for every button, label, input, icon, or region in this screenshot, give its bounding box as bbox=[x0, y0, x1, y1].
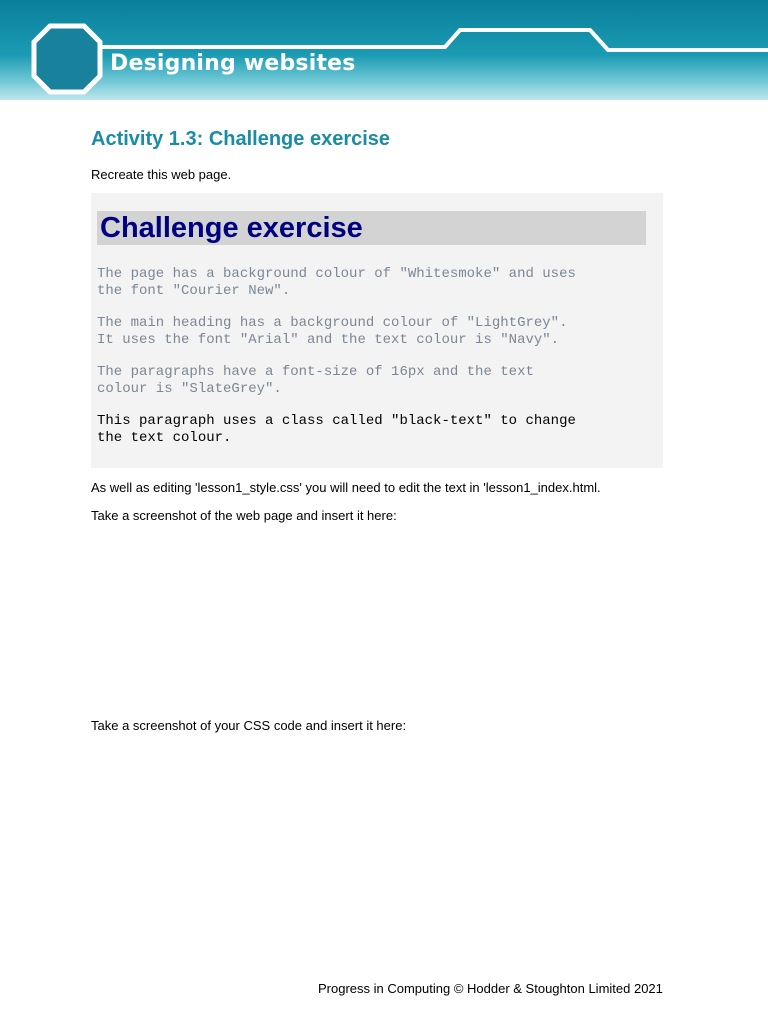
header-banner bbox=[0, 0, 768, 100]
activity-title: Activity 1.3: Challenge exercise bbox=[91, 128, 391, 150]
sample-paragraph-1 bbox=[97, 266, 657, 300]
edit-note: As well as editing 'lesson1_style.css' you will need to edit the text in 'lesson1_index.html. bbox=[91, 480, 601, 495]
sample-paragraph-1-line-1: The page has a background colour of "Whitesmoke" and uses bbox=[97, 266, 576, 282]
sample-paragraph-3-line-1: The paragraphs have a font-size of 16px and the text bbox=[97, 364, 534, 380]
sample-paragraph-4-line-2: the text colour. bbox=[97, 430, 232, 446]
intro-text: Recreate this web page. bbox=[91, 167, 232, 182]
header-title: Designing websites bbox=[110, 51, 356, 76]
octagon-outline-icon bbox=[34, 26, 100, 92]
screenshot-css-instruction: Take a screenshot of your CSS code and insert it here: bbox=[91, 718, 407, 733]
sample-paragraph-black-text bbox=[97, 413, 657, 447]
sample-paragraph-2-line-2: It uses the font "Arial" and the text colour is "Navy". bbox=[97, 332, 560, 348]
footer-copyright: Progress in Computing © Hodder & Stoughton Limited 2021 bbox=[318, 981, 663, 996]
sample-heading: Challenge exercise bbox=[97, 211, 646, 245]
screenshot-web-instruction: Take a screenshot of the web page and insert it here: bbox=[91, 508, 397, 523]
sample-paragraph-4-line-1: This paragraph uses a class called "black-text" to change bbox=[97, 413, 576, 429]
sample-paragraph-3 bbox=[97, 364, 657, 398]
sample-web-page-image bbox=[91, 193, 663, 468]
sample-paragraph-2-line-1: The main heading has a background colour of "LightGrey". bbox=[97, 315, 568, 331]
sample-paragraph-2 bbox=[97, 315, 657, 349]
header-banner-graphic bbox=[0, 0, 768, 100]
sample-paragraph-3-line-2: colour is "SlateGrey". bbox=[97, 381, 282, 397]
sample-paragraph-1-line-2: the font "Courier New". bbox=[97, 283, 291, 299]
